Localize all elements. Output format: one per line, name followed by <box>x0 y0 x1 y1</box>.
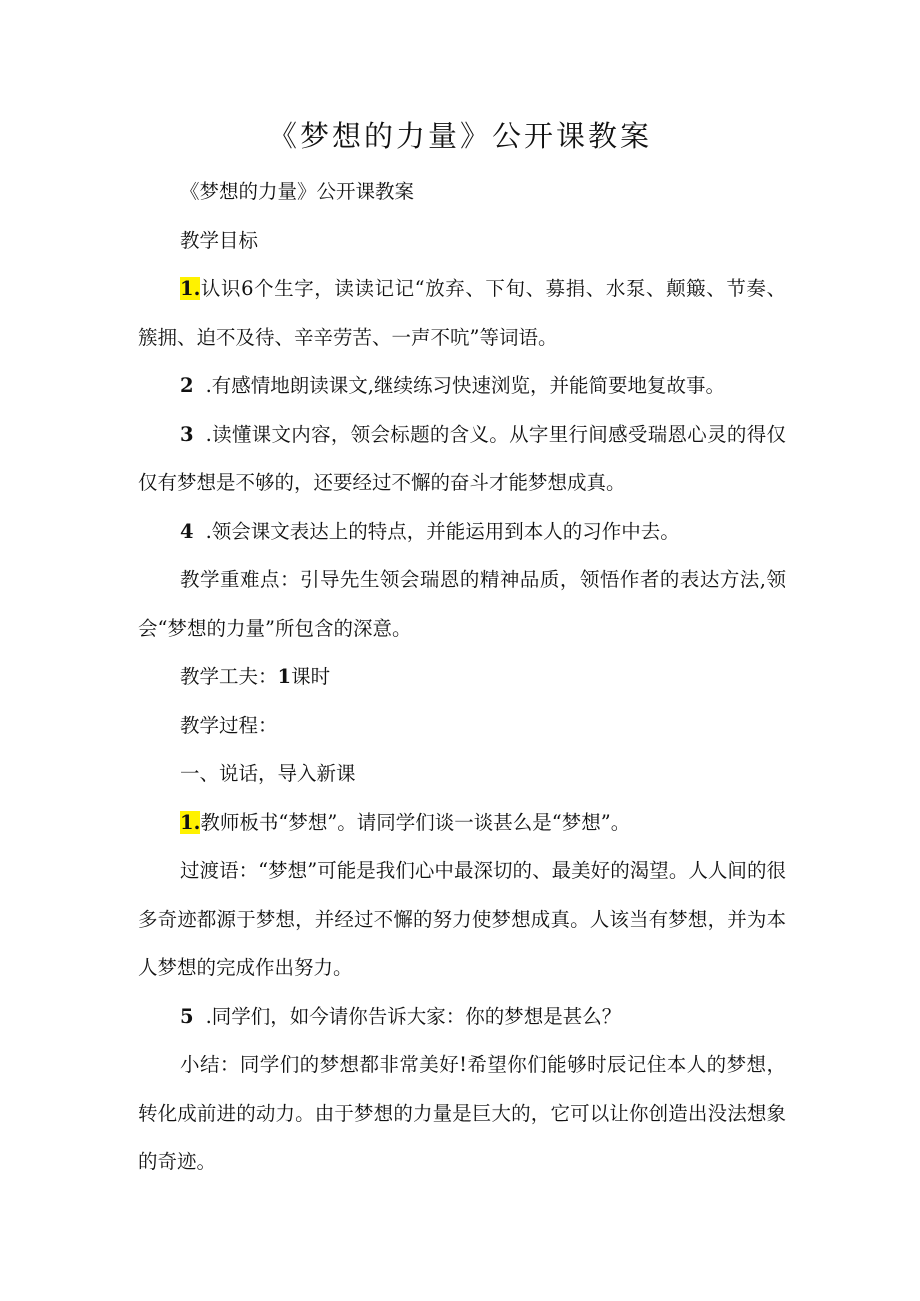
step-5-number: 5 <box>180 1004 194 1028</box>
goals-heading: 教学目标 <box>180 228 259 252</box>
goal-1-number: 1. <box>180 277 201 300</box>
goal-2-number: 2 <box>180 374 194 397</box>
teaching-time-paragraph <box>138 653 786 702</box>
teaching-time-label: 教学工夫： <box>180 665 278 688</box>
step-1-paragraph <box>138 799 786 848</box>
teaching-time-value: 1 <box>277 665 292 688</box>
step-5-paragraph <box>138 993 786 1042</box>
transition-paragraph: 过渡语：“梦想”可能是我们心中最深切的、最美好的渴望。人人间的很多奇迹都源于梦想，并经过不懈的努力使梦想成真。人该当有梦想，并为本人梦想的完成作出努力。 <box>138 859 786 979</box>
teaching-time-unit: 课时 <box>291 665 331 688</box>
process-heading: 教学过程： <box>180 713 278 737</box>
goal-4-number: 4 <box>180 519 194 543</box>
goal-4-paragraph <box>138 508 786 557</box>
step-5-text: .同学们，如今请你告诉大家：你的梦想是甚么？ <box>205 1004 622 1028</box>
step-1-number: 1. <box>180 810 201 834</box>
subtitle-paragraph: 《梦想的力量》公开课教案 <box>180 180 415 203</box>
goal-4-text: .领会课文表达上的特点，并能运用到本人的习作中去。 <box>205 519 680 543</box>
document-title: 《梦想的力量》公开课教案 <box>267 119 652 153</box>
goal-2-text: .有感情地朗读课文,继续练习快速浏览，并能简要地复故事。 <box>205 374 725 397</box>
goal-2-paragraph <box>138 362 786 411</box>
goal-3-text: .读懂课文内容，领会标题的含义。从字里行间感受瑞恩心灵的得仅仅有梦想是不够的，还要经过不懈的奋斗才能梦想成真。 <box>138 422 786 494</box>
section-1-heading: 一、说话，导入新课 <box>180 762 356 785</box>
goal-1-text: 认识6个生字，读读记记“放弃、下旬、募捐、水泵、颠簸、节奏、簇拥、迫不及待、辛辛劳苦、一声不吭”等词语。 <box>138 277 786 349</box>
goal-1-paragraph <box>138 265 786 362</box>
summary-paragraph: 小结：同学们的梦想都非常美好!希望你们能够时辰记住本人的梦想，转化成前进的动力。由于梦想的力量是巨大的，它可以让你创造出没法想象的奇迹。 <box>138 1053 786 1173</box>
key-points-paragraph: 教学重难点：引导先生领会瑞恩的精神品质，领悟作者的表达方法,领会“梦想的力量”所包含的深意。 <box>138 568 786 640</box>
document-body <box>138 168 786 1187</box>
goal-3-paragraph <box>138 411 786 508</box>
step-1-text: 教师板书“梦想”。请同学们谈一谈甚么是“梦想”。 <box>200 810 631 834</box>
goal-3-number: 3 <box>180 422 194 446</box>
